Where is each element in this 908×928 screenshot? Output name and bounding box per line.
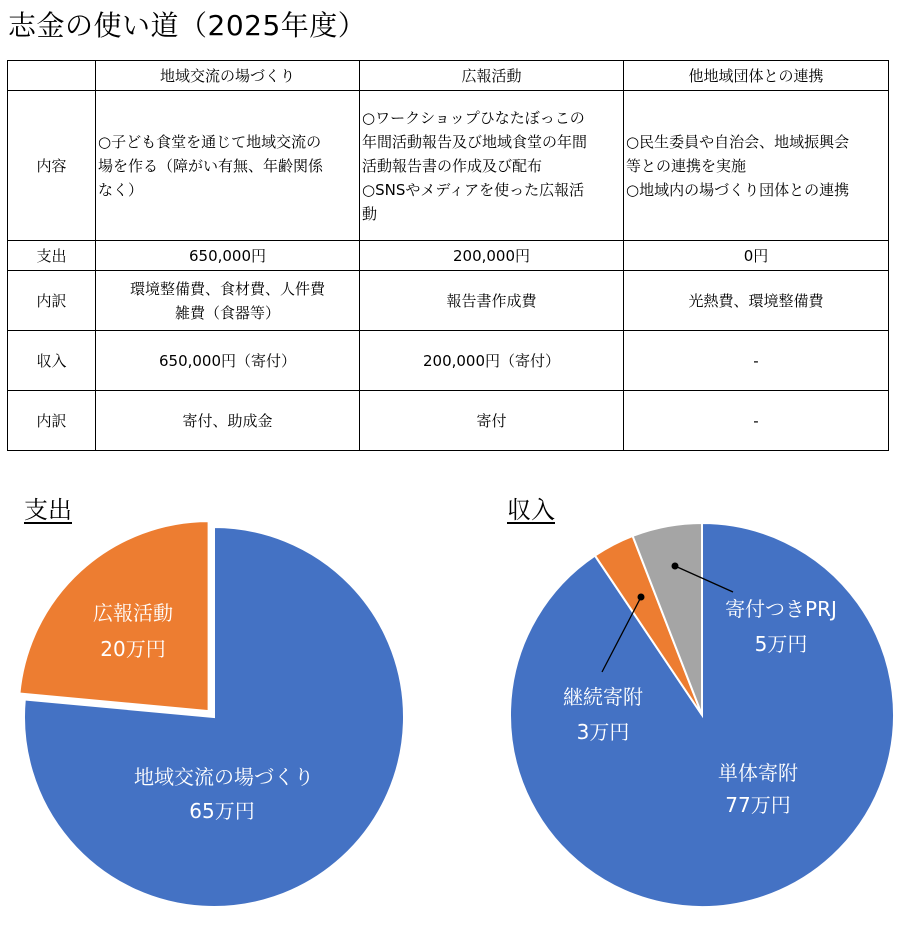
- table-cell: 環境整備費、食材費、人件費 雑費（食器等）: [96, 271, 360, 331]
- table-cell: 200,000円: [360, 241, 624, 271]
- table-header-cell: 他地域団体との連携: [624, 61, 889, 91]
- table-cell: 200,000円（寄付）: [360, 331, 624, 391]
- table-cell: -: [624, 331, 889, 391]
- leader-dot: [672, 563, 679, 570]
- table-header-cell: 地域交流の場づくり: [96, 61, 360, 91]
- expense-chart-title: 支出: [24, 496, 72, 524]
- slice-label: 地域交流の場づくり: [134, 765, 314, 789]
- slice-label: 寄付つきPRJ: [725, 597, 837, 621]
- slice-value-label: 20万円: [100, 637, 166, 661]
- table-cell: 0円: [624, 241, 889, 271]
- table-cell: 650,000円（寄付）: [96, 331, 360, 391]
- slice-label: 継続寄附: [563, 685, 643, 709]
- table-cell: 650,000円: [96, 241, 360, 271]
- leader-dot: [638, 594, 645, 601]
- slice-value-label: 77万円: [725, 793, 791, 817]
- income-chart-title: 収入: [507, 496, 555, 524]
- slice-value-label: 5万円: [754, 632, 808, 656]
- slice-label: 単体寄附: [718, 761, 798, 785]
- table-cell: 報告書作成費: [360, 271, 624, 331]
- table-cell: 光熱費、環境整備費: [624, 271, 889, 331]
- table-cell: ○子ども食堂を通じて地域交流の 場を作る（障がい有無、年齢関係 なく）: [96, 91, 360, 241]
- row-label: 内訳: [8, 391, 96, 451]
- slice-value-label: 3万円: [576, 720, 630, 744]
- table-cell: ○民生委員や自治会、地域振興会 等との連携を実施 ○地域内の場づくり団体との連携: [624, 91, 889, 241]
- row-label: 内訳: [8, 271, 96, 331]
- table-cell: ○ワークショップひなたぼっこの 年間活動報告及び地域食堂の年間 活動報告書の作成及び配布 ○SNSやメディアを使った広報活 動: [360, 91, 624, 241]
- slice-label: 広報活動: [93, 601, 173, 625]
- row-label: 収入: [8, 331, 96, 391]
- table-cell: -: [624, 391, 889, 451]
- table-cell: 寄付、助成金: [96, 391, 360, 451]
- table-cell: 寄付: [360, 391, 624, 451]
- page-title: 志金の使い道（2025年度）: [8, 9, 367, 42]
- row-label: 内容: [8, 91, 96, 241]
- table-header-cell: 広報活動: [360, 61, 624, 91]
- row-label: 支出: [8, 241, 96, 271]
- slice-value-label: 65万円: [189, 799, 255, 823]
